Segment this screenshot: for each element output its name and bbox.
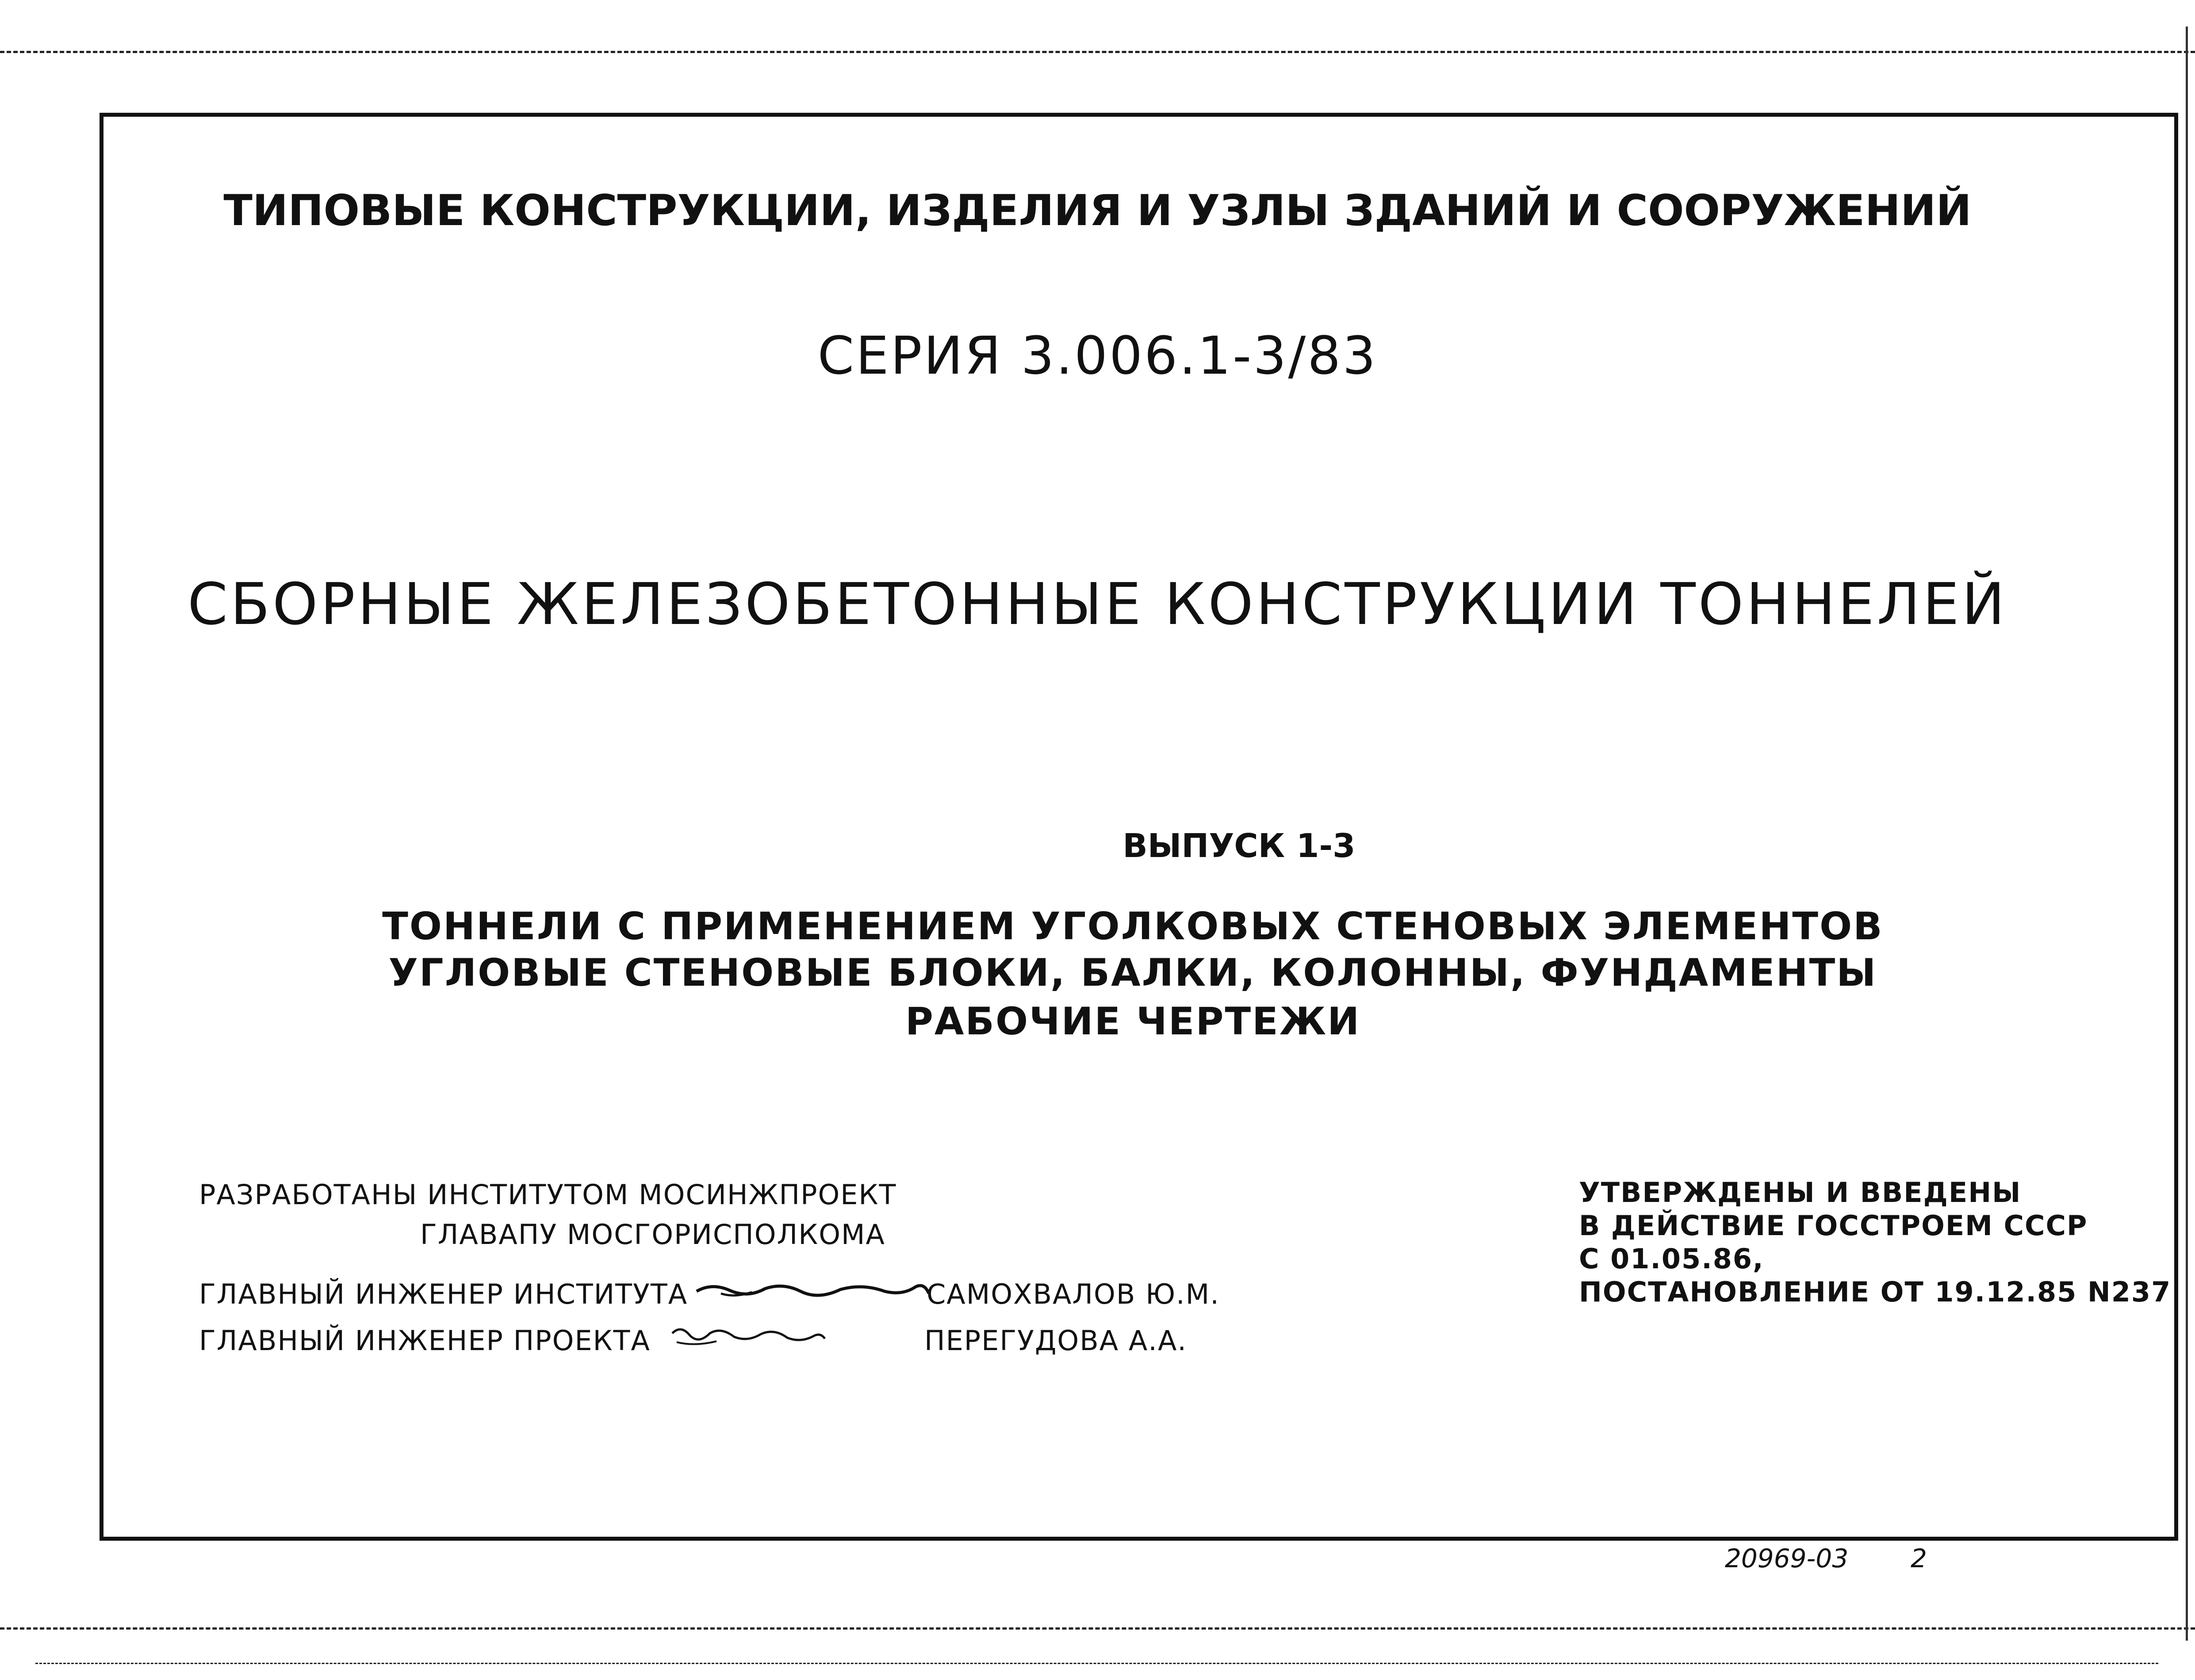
approval-effective-date: С 01.05.86, (1579, 1243, 1764, 1275)
bottom-trim-line (0, 1627, 2195, 1630)
document-title: СБОРНЫЕ ЖЕЛЕЗОБЕТОННЫЕ КОНСТРУКЦИИ ТОННЕЛЕЙ (188, 570, 2007, 638)
bottom-trim-line-2 (35, 1663, 2158, 1664)
chief-engineer-institute-name: САМОХВАЛОВ Ю.М. (927, 1278, 1220, 1310)
approval-decree: ПОСТАНОВЛЕНИЕ ОТ 19.12.85 N237 (1579, 1276, 2172, 1308)
series-number: СЕРИЯ 3.006.1-3/83 (817, 325, 1378, 386)
chief-engineer-institute-signature (694, 1274, 933, 1305)
subtitle-line-3: РАБОЧИЕ ЧЕРТЕЖИ (905, 999, 1361, 1044)
approval-line-1: УТВЕРЖДЕНЫ И ВВЕДЕНЫ (1579, 1176, 2022, 1209)
issue-number: ВЫПУСК 1-3 (1122, 827, 1356, 865)
top-trim-line (0, 51, 2195, 53)
page-number: 2 (1911, 1543, 1927, 1573)
subtitle-line-2: УГЛОВЫЕ СТЕНОВЫЕ БЛОКИ, БАЛКИ, КОЛОННЫ, ФУНДАМЕНТЫ (388, 951, 1877, 995)
approval-line-2: В ДЕЙСТВИЕ ГОССТРОЕМ СССР (1579, 1209, 2088, 1242)
chief-engineer-project-signature (668, 1320, 827, 1351)
chief-engineer-project-name: ПЕРЕГУДОВА А.А. (924, 1324, 1188, 1357)
chief-engineer-project-label: ГЛАВНЫЙ ИНЖЕНЕР ПРОЕКТА (199, 1324, 651, 1357)
developer-institute: РАЗРАБОТАНЫ ИНСТИТУТОМ МОСИНЖПРОЕКТ (199, 1179, 897, 1211)
developer-department: ГЛАВАПУ МОСГОРИСПОЛКОМА (420, 1218, 885, 1251)
main-heading: ТИПОВЫЕ КОНСТРУКЦИИ, ИЗДЕЛИЯ И УЗЛЫ ЗДАНИЙ И СООРУЖЕНИЙ (223, 186, 1972, 235)
document-number: 20969-03 (1725, 1543, 1849, 1573)
chief-engineer-institute-label: ГЛАВНЫЙ ИНЖЕНЕР ИНСТИТУТА (199, 1278, 688, 1310)
subtitle-line-1: ТОННЕЛИ С ПРИМЕНЕНИЕМ УГОЛКОВЫХ СТЕНОВЫХ ЭЛЕМЕНТОВ (382, 904, 1884, 949)
